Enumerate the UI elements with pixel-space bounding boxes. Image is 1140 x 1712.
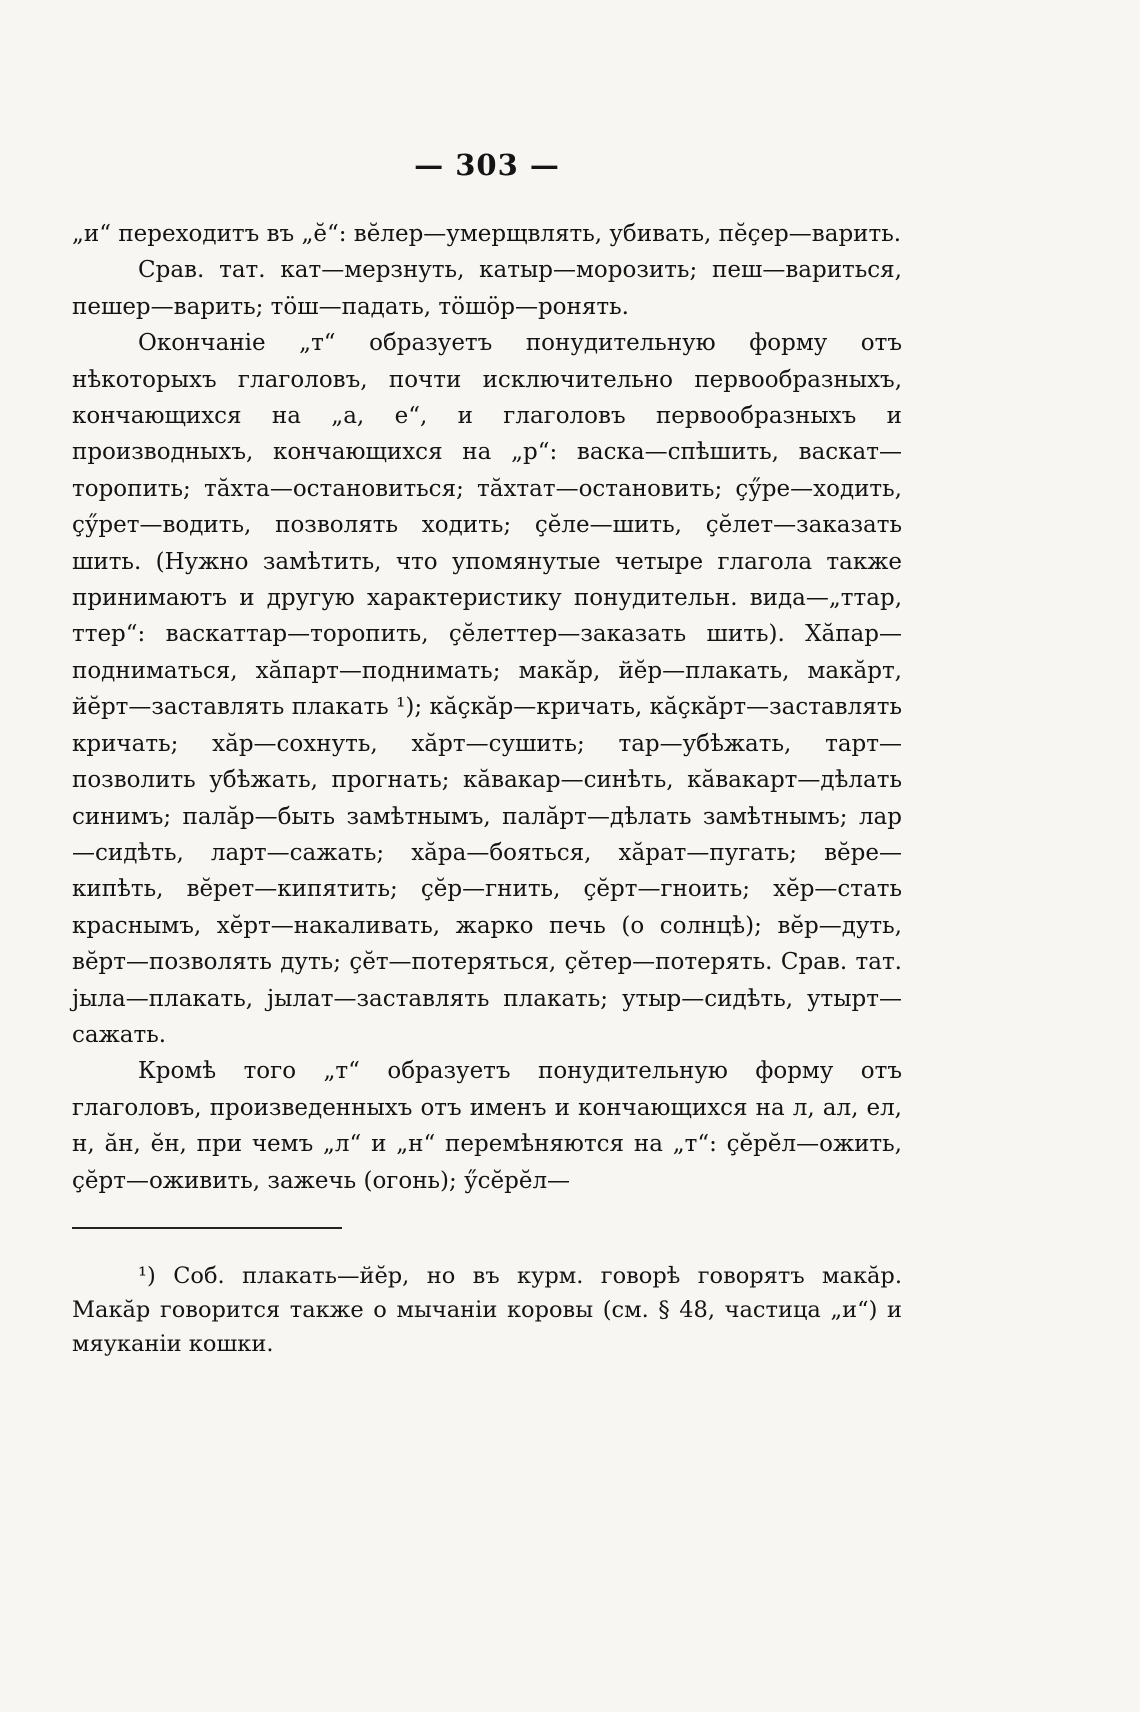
paragraph-4: Кромѣ того „т“ образуетъ понудительную форму отъ глаголовъ, произведенныхъ отъ именъ и кончающихся на л, ал, ел, н, ӑн, ӗн, при чемъ „л“ и „н“ перемѣняются на „т“: ҫӗрӗл—ожить, ҫӗрт—оживить, зажечь (огонь); ӳсӗрӗл— [72,1058,902,1194]
paragraph-1: „и“ переходитъ въ „ӗ“: вӗлер—умерщвлять, убивать, пӗҫер—варить. [72,221,902,247]
page-number: — 303 — [414,148,560,182]
footnote: ¹) Соб. плакать—йӗр, но въ курм. говорѣ говорятъ макӑр. Макӑр говорится также о мычаніи коровы (см. § 48, частица „и“) и мяуканіи кошки. [72,1262,902,1357]
footnote-divider [72,1227,342,1229]
paragraph-2: Срав. тат. кат—мерзнуть, катыр—морозить; пеш—вариться, пешер—варить; тӧш—падать, тӧшӧр—ронять. [72,257,902,320]
paragraph-3: Окончаніе „т“ образуетъ понудительную форму отъ нѣкоторыхъ глаголовъ, почти исключительно первообразныхъ, кончающихся на „а, е“, и глаголовъ первообразныхъ и производныхъ, кончающихся на „р“: васка—спѣшить, васкат—торопить; тӑхта—остановиться; тӑхтат—остановить; ҫӳре—ходить, ҫӳрет—водить, позволять ходить; ҫӗле—шить, ҫӗлет—заказать шить. (Нужно замѣтить, что упомянутые четыре глагола также принимаютъ и другую характеристику понудительн. вида—„ттар, ттер“: васкаттар—торопить, ҫӗлеттер—заказать шить). Хӑпар—подниматься, хӑпарт—поднимать; макӑр, йӗр—плакать, макӑрт, йӗрт—заставлять плакать ¹); кӑҫкӑр—кричать, кӑҫкӑрт—заставлять кричать; хӑр—сохнуть, хӑрт—сушить; тар—убѣжать, тарт—позволить убѣжать, прогнать; кӑвакар—синѣть, кӑвакарт—дѣлать синимъ; палӑр—быть замѣтнымъ, палӑрт—дѣлать замѣтнымъ; лар—сидѣть, ларт—сажать; хӑра—бояться, хӑрат—пугать; вӗре—кипѣть, вӗрет—кипятить; ҫӗр—гнить, ҫӗрт—гноить; хӗр—стать краснымъ, хӗрт—накаливать, жарко печь (о солнцѣ); вӗр—дуть, вӗрт—позволять дуть; ҫӗт—потеряться, ҫӗтер—потерять. Срав. тат. јыла—плакать, јылат—заставлять плакать; утыр—сидѣть, утырт—сажать. [72,330,902,1048]
page-body [72,148,902,1361]
